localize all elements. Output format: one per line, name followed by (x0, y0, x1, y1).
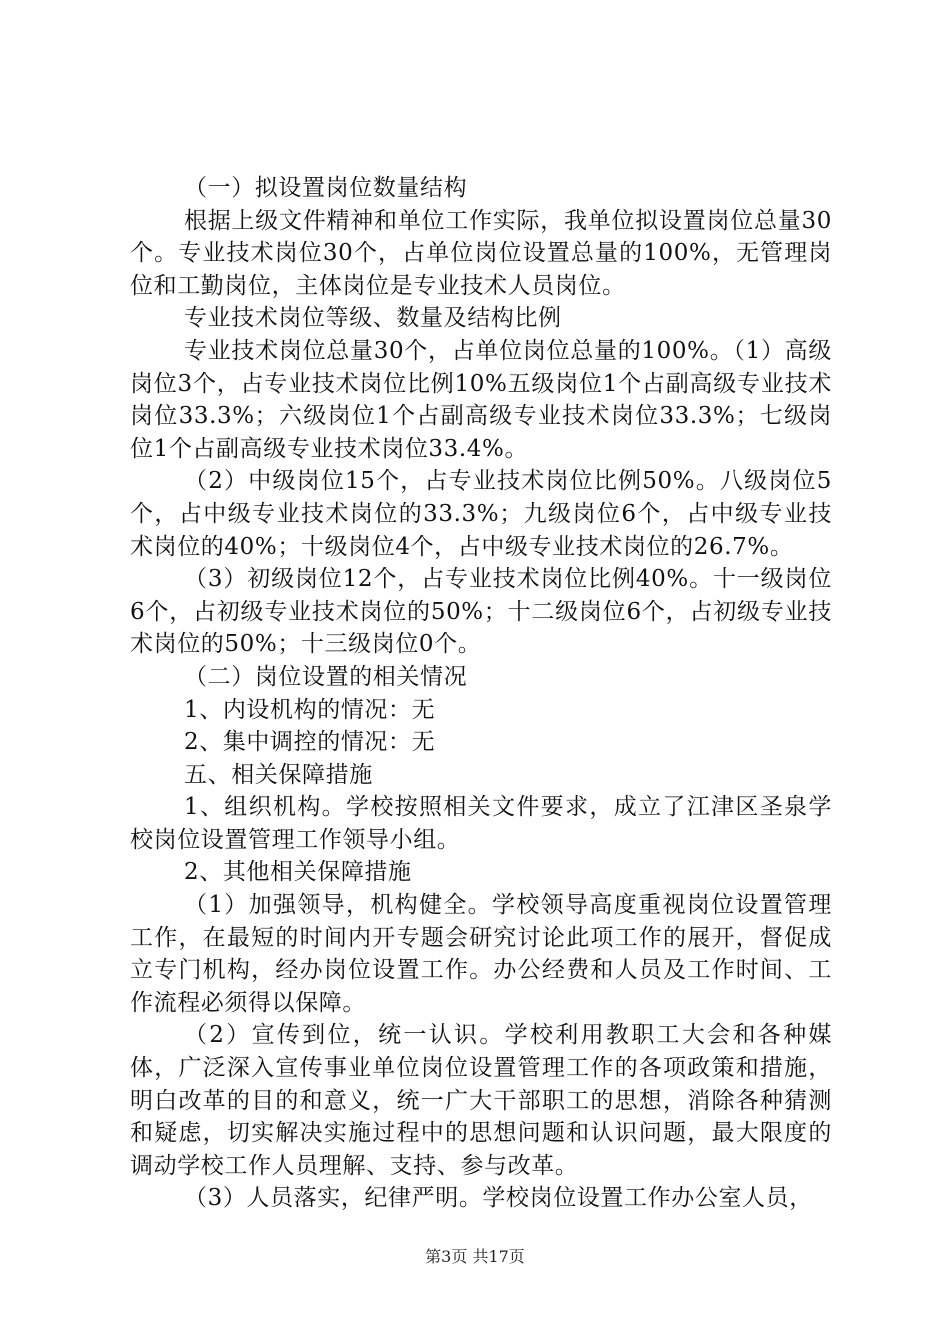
paragraph-total-positions: 根据上级文件精神和单位工作实际，我单位拟设置岗位总量30个。专业技术岗位30个，占单位岗位设置总量的100%，无管理岗位和工勤岗位，主体岗位是专业技术人员岗位。 (130, 207, 832, 299)
page-number-footer: 第3页 共17页 (425, 1247, 525, 1266)
paragraph-publicity: （2）宣传到位，统一认识。学校利用教职工大会和各种媒体，广泛深入宣传事业单位岗位设置管理工作的各项政策和措施，明白改革的目的和意义，统一广大干部职工的思想，消除各种猜测和疑虑，切实解决实施过程中的思想问题和认识问题，最大限度的调动学校工作人员理解、支持、参与改革。 (130, 1022, 832, 1179)
document-body (130, 172, 832, 1215)
item-internal-institutions: 1、内设机构的情况：无 (184, 696, 436, 723)
paragraph-junior-positions: （3）初级岗位12个，占专业技术岗位比例40%。十一级岗位6个，占初级专业技术岗位的50%；十二级岗位6个，占初级专业技术岗位的50%；十三级岗位0个。 (130, 566, 832, 658)
section-heading-position-structure: （一）拟设置岗位数量结构 (184, 175, 468, 201)
section-heading-safeguards: 五、相关保障措施 (184, 761, 373, 788)
paragraph-organization: 1、组织机构。学校按照相关文件要求，成立了江津区圣泉学校岗位设置管理工作领导小组。 (130, 794, 832, 853)
paragraph-intermediate-positions: （2）中级岗位15个，占专业技术岗位比例50%。八级岗位5个，占中级专业技术岗位的33.3%；九级岗位6个，占中级专业技术岗位的40%；十级岗位4个，占中级专业技术岗位的26.7%。 (130, 468, 832, 560)
paragraph-senior-positions: 专业技术岗位总量30个，占单位岗位总量的100%。（1）高级岗位3个，占专业技术岗位比例10%五级岗位1个占副高级专业技术岗位33.3%；六级岗位1个占副高级专业技术岗位33.3%；七级岗位1个占副高级专业技术岗位33.4%。 (130, 337, 832, 462)
subheading-technical-levels: 专业技术岗位等级、数量及结构比例 (184, 305, 562, 332)
item-centralized-control: 2、集中调控的情况：无 (184, 729, 436, 756)
section-heading-related-situation: （二）岗位设置的相关情况 (184, 663, 468, 690)
paragraph-staffing: （3）人员落实，纪律严明。学校岗位设置工作办公室人员， (184, 1185, 813, 1212)
subheading-other-safeguards: 2、其他相关保障措施 (184, 859, 412, 886)
paragraph-leadership: （1）加强领导，机构健全。学校领导高度重视岗位设置管理工作，在最短的时间内开专题会研究讨论此项工作的展开，督促成立专门机构，经办岗位设置工作。办公经费和人员及工作时间、工作流程必须得以保障。 (130, 892, 832, 1016)
